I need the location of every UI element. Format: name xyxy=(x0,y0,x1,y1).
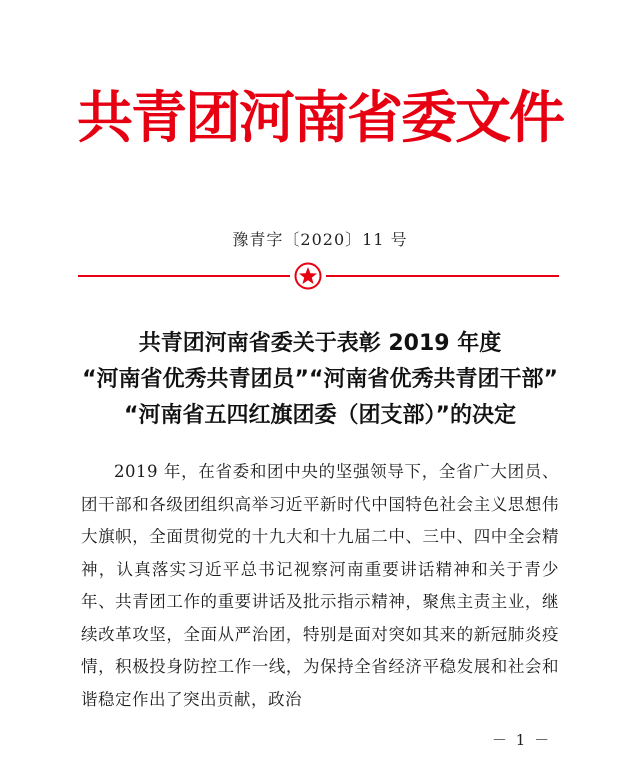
document-title xyxy=(0,326,640,434)
title-line-1: 共青团河南省委关于表彰 2019 年度 xyxy=(138,331,502,356)
body-paragraph: 2019 年，在省委和团中央的坚强领导下，全省广大团员、团干部和各级团组织高举习近平新时代中国特色社会主义思想伟大旗帜，全面贯彻党的十九大和十九届二中、三中、四中全会精神，认真落实习近平总书记视察河南重要讲话精神和关于青少年、共青团工作的重要讲话及批示指示精神，聚焦主责主业，继续改革攻坚，全面从严治团，特别是面对突如其来的新冠肺炎疫情，积极投身防控工作一线，为保持全省经济平稳发展和社会和谐稳定作出了突出贡献，政治 xyxy=(81,462,559,709)
page-number: － 1 － xyxy=(492,731,552,749)
document-number: 豫青字〔2020〕11 号 xyxy=(232,230,408,249)
masthead-title: 共青团河南省委文件 xyxy=(77,86,563,151)
red-divider-left xyxy=(78,275,290,277)
title-line-3: “河南省五四红旗团委（团支部）”的决定 xyxy=(124,403,516,428)
red-star-icon xyxy=(294,262,322,290)
title-line-2: “河南省优秀共青团员”“河南省优秀共青团干部” xyxy=(82,367,558,392)
red-divider-right xyxy=(326,275,559,277)
